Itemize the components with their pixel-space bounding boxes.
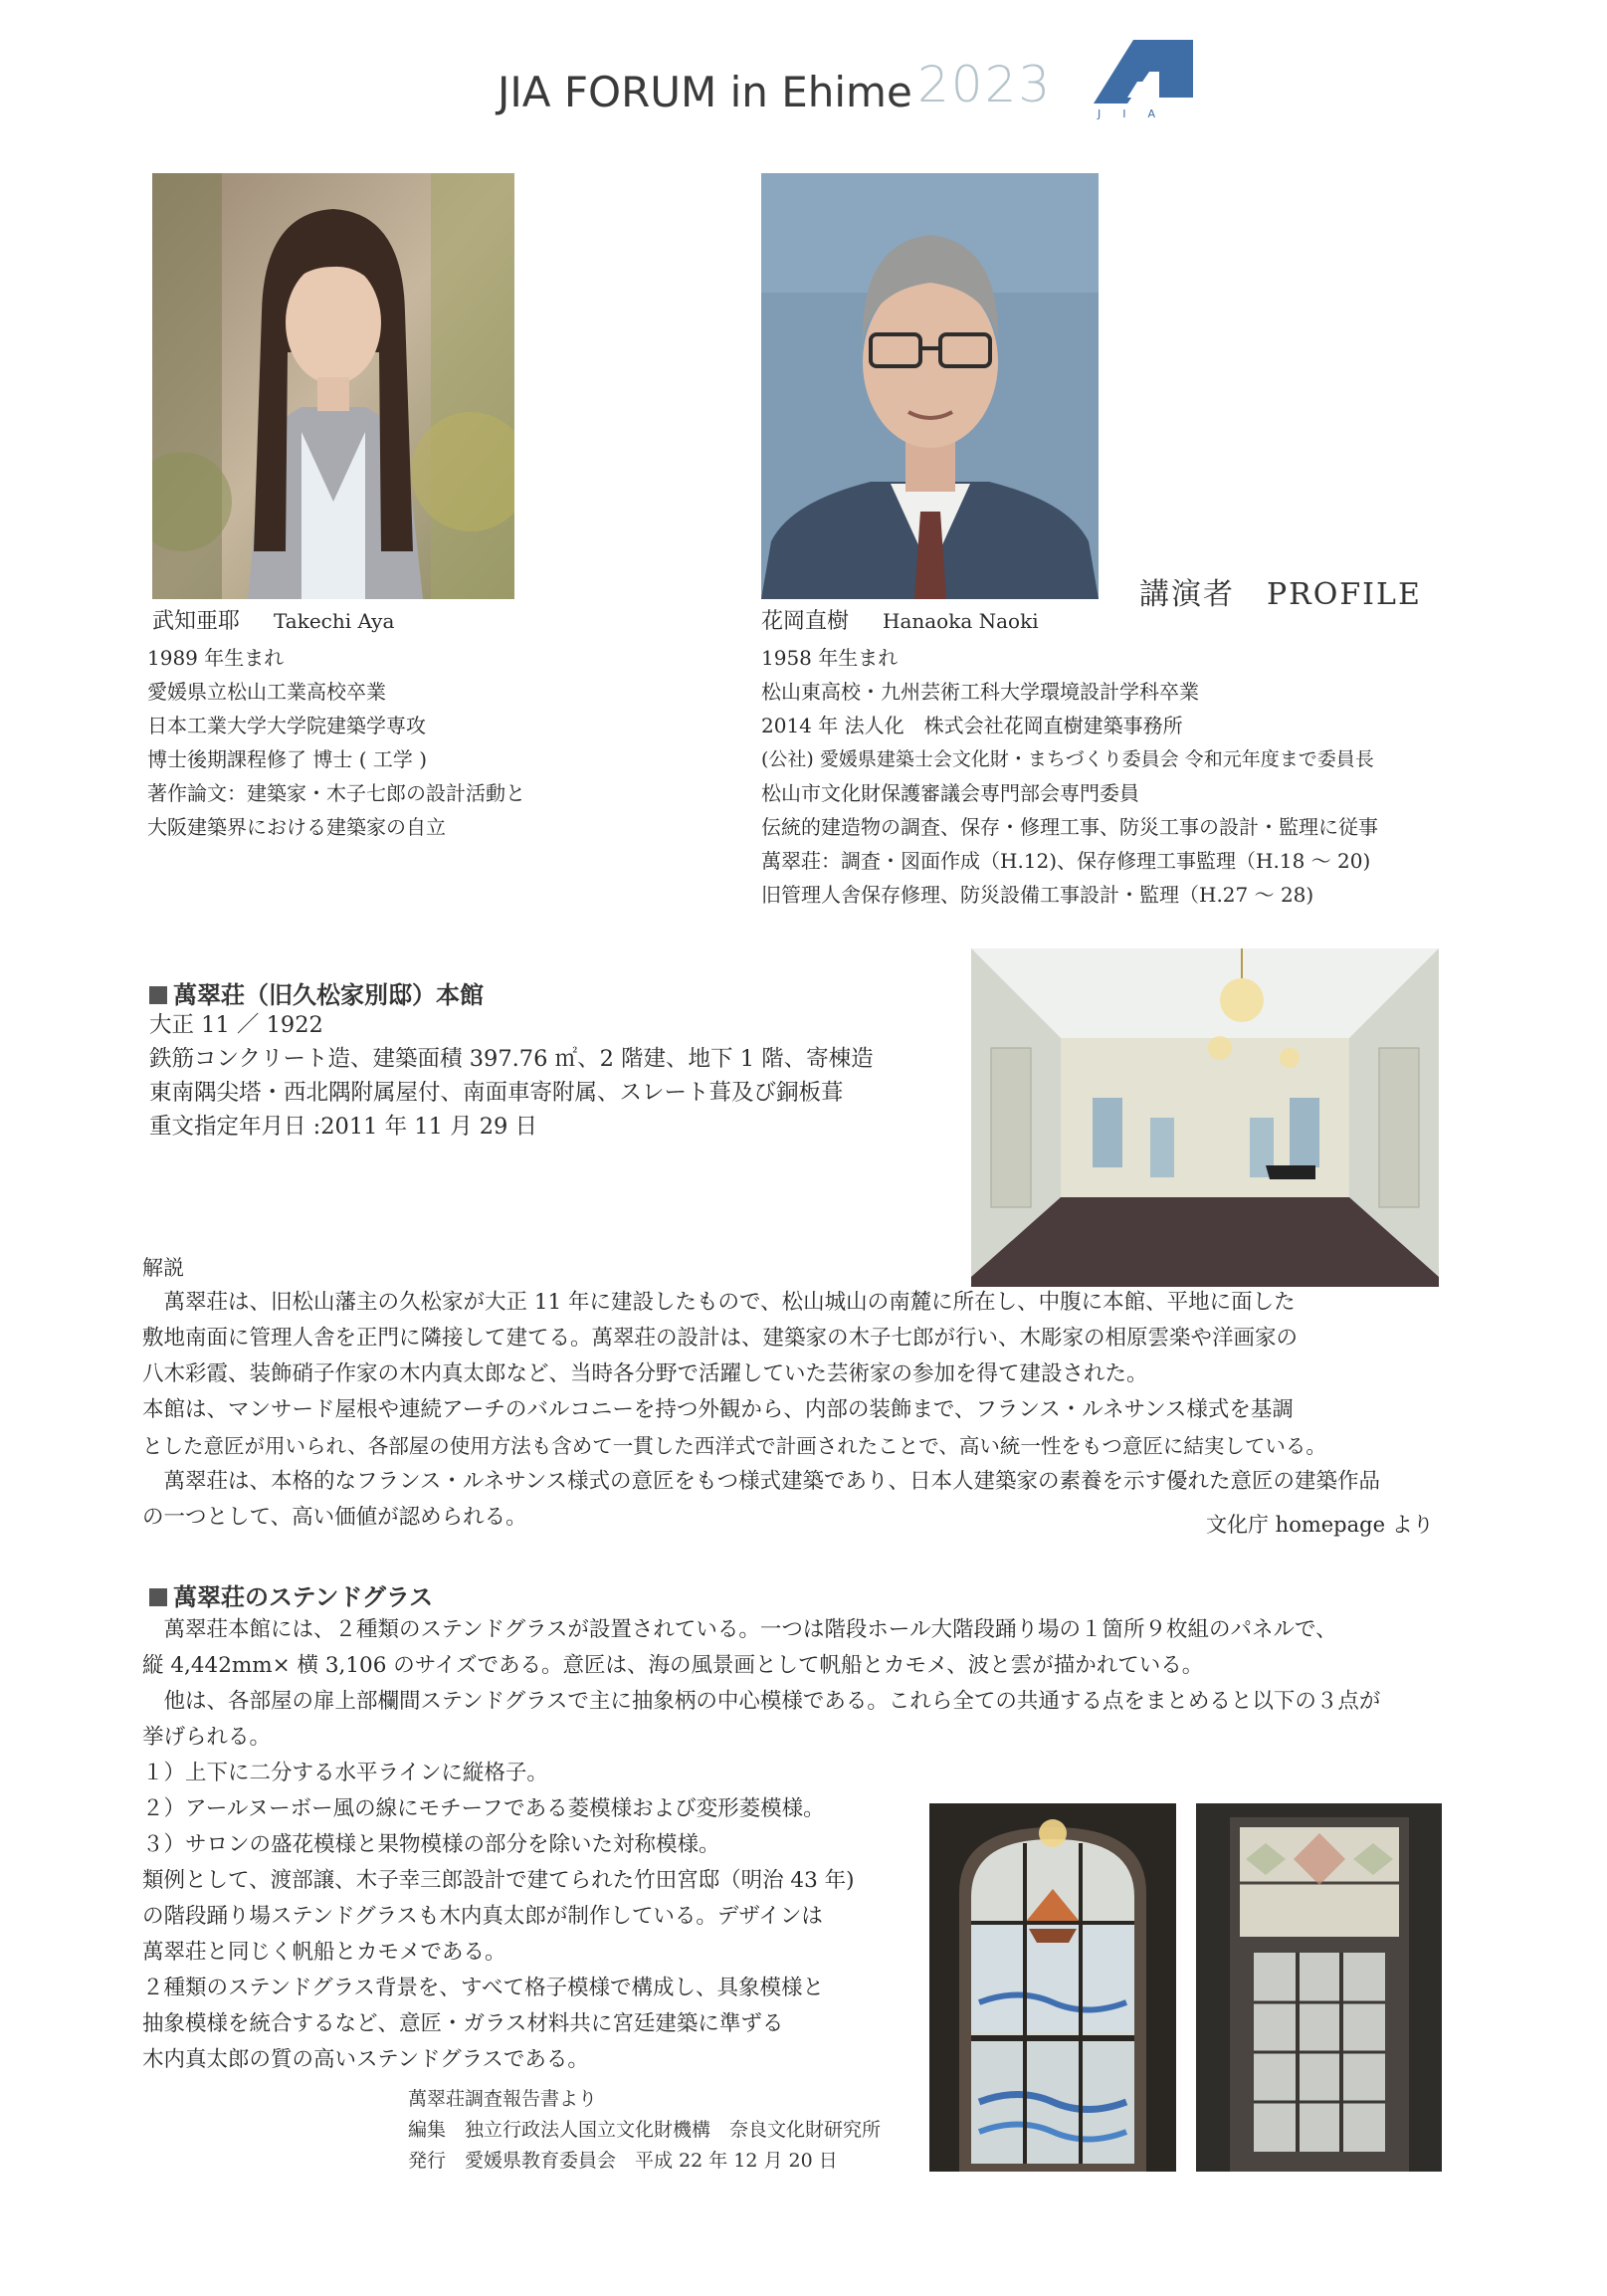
banshoso-hall-photo	[971, 948, 1439, 1287]
stained-glass-transom-photo	[1196, 1803, 1442, 2172]
speaker2-line: 2014 年 法人化 株式会社花岡直樹建築事務所	[761, 714, 1183, 737]
stained-glass-line: 類例として、渡部譲、木子幸三郎設計で建てられた竹田宮邸（明治 43 年)	[142, 1868, 855, 1893]
stained-glass-line: 抽象模様を統合するなど、意匠・ガラス材料共に宮廷建築に準ずる	[142, 2011, 784, 2036]
speaker2-birth: 1958 年生まれ	[761, 646, 899, 670]
stained-glass-line: 萬翠荘と同じく帆船とカモメである。	[142, 1940, 506, 1965]
commentary-line: 八木彩霞、装飾硝子作家の木内真太郎など、当時各分野で活躍していた芸術家の参加を得て建設された。	[142, 1361, 1148, 1386]
speaker2-line: 松山市文化財保護審議会専門部会専門委員	[761, 781, 1139, 805]
forum-title: JIA FORUM in Ehime	[498, 68, 912, 116]
speaker1-birth: 1989 年生まれ	[147, 646, 285, 670]
speaker1-line: 博士後期課程修了 博士 ( 工学 )	[147, 747, 428, 771]
speaker1-line: 大阪建築界における建築家の自立	[147, 815, 446, 839]
svg-text:JIA: JIA	[1098, 107, 1178, 119]
credit-line: 編集 独立行政法人国立文化財機構 奈良文化財研究所	[408, 2119, 882, 2141]
jia-logo	[1090, 36, 1199, 119]
speaker1-name	[152, 609, 394, 634]
speaker2-name	[761, 609, 1039, 634]
credit-line: 発行 愛媛県教育委員会 平成 22 年 12 月 20 日	[408, 2150, 838, 2172]
commentary-line: 敷地南面に管理人舎を正門に隣接して建てる。萬翠荘の設計は、建築家の木子七郎が行い、木彫家の相原雲楽や洋画家の	[142, 1326, 1299, 1351]
stained-glass-line: ２）アールヌーボー風の線にモチーフである菱模様および変形菱模様。	[142, 1796, 825, 1821]
stained-glass-section-title: 萬翠荘のステンドグラス	[149, 1577, 433, 1612]
stained-glass-line: １）上下に二分する水平ラインに縦格子。	[142, 1761, 548, 1785]
stained-glass-line: 挙げられる。	[142, 1725, 272, 1750]
takechi-portrait-photo	[152, 173, 514, 599]
commentary-source: 文化庁 homepage より	[1206, 1513, 1434, 1537]
stained-glass-ship-photo	[929, 1803, 1176, 2172]
speaker1-line: 著作論文：建築家・木子七郎の設計活動と	[147, 781, 525, 805]
stained-glass-line: 萬翠荘本館には、２種類のステンドグラスが設置されている。一つは階段ホール大階段踊り場の１箇所９枚組のパネルで、	[142, 1617, 1337, 1642]
credit-line: 萬翠荘調査報告書より	[408, 2088, 598, 2110]
building-spec-line: 鉄筋コンクリート造、建築面積 397.76 ㎡、2 階建、地下 1 階、寄棟造	[149, 1046, 874, 1072]
building-section-title: 萬翠荘（旧久松家別邸）本館	[149, 975, 484, 1010]
speaker2-name-jp: 花岡直樹	[761, 609, 850, 634]
speaker2-line: 伝統的建造物の調査、保存・修理工事、防災工事の設計・監理に従事	[761, 815, 1378, 839]
speaker1-line: 日本工業大学大学院建築学専攻	[147, 714, 426, 737]
speaker1-line: 愛媛県立松山工業高校卒業	[147, 680, 386, 704]
commentary-line: 萬翠荘は、旧松山藩主の久松家が大正 11 年に建設したもので、松山城山の南麓に所在し、中腹に本館、平地に面した	[142, 1290, 1296, 1315]
speaker2-line: 萬翠荘：調査・図面作成（H.12)、保存修理工事監理（H.18 ～ 20)	[761, 849, 1371, 873]
speaker2-line: 旧管理人舎保存修理、防災設備工事設計・監理（H.27 ～ 28)	[761, 883, 1314, 907]
speaker2-line: (公社) 愛媛県建築士会文化財・まちづくり委員会 令和元年度まで委員長	[761, 748, 1374, 770]
forum-year: 2023	[917, 56, 1053, 113]
stained-glass-line: ２種類のステンドグラス背景を、すべて格子模様で構成し、具象模様と	[142, 1976, 824, 2000]
speaker2-name-en: Hanaoka Naoki	[883, 609, 1039, 633]
profile-heading: 講演者 PROFILE	[1139, 577, 1422, 612]
commentary-line: 本館は、マンサード屋根や連続アーチのバルコニーを持つ外観から、内部の装飾まで、フランス・ルネサンス様式を基調	[142, 1397, 1294, 1422]
commentary-line: の一つとして、高い価値が認められる。	[142, 1505, 527, 1530]
stained-glass-line: 木内真太郎の質の高いステンドグラスである。	[142, 2047, 589, 2072]
stained-glass-line: 縦 4,442mm× 横 3,106 のサイズである。意匠は、海の風景画として帆船とカモメ、波と雲が描かれている。	[142, 1653, 1204, 1678]
speaker1-name-en: Takechi Aya	[274, 609, 395, 633]
stained-glass-line: の階段踊り場ステンドグラスも木内真太郎が制作している。デザインは	[142, 1904, 823, 1929]
building-spec-line: 重文指定年月日 :2011 年 11 月 29 日	[149, 1114, 538, 1140]
square-bullet-icon	[149, 986, 167, 1004]
building-spec-line: 大正 11 ／ 1922	[149, 1012, 323, 1038]
square-bullet-icon	[149, 1588, 167, 1606]
stained-glass-line: 他は、各部屋の扉上部欄間ステンドグラスで主に抽象柄の中心模様である。これら全ての共通する点をまとめると以下の３点が	[142, 1689, 1381, 1714]
commentary-line: とした意匠が用いられ、各部屋の使用方法も含めて一貫した西洋式で計画されたことで、高い統一性をもつ意匠に結実している。	[142, 1434, 1326, 1458]
speaker1-name-jp: 武知亜耶	[152, 609, 241, 634]
hanaoka-portrait-photo	[761, 173, 1099, 599]
commentary-label: 解説	[142, 1256, 184, 1280]
stained-glass-line: ３）サロンの盛花模様と果物模様の部分を除いた対称模様。	[142, 1832, 720, 1857]
speaker2-line: 松山東高校・九州芸術工科大学環境設計学科卒業	[761, 680, 1199, 704]
building-spec-line: 東南隅尖塔・西北隅附属屋付、南面車寄附属、スレート葺及び銅板葺	[149, 1080, 844, 1106]
commentary-line: 萬翠荘は、本格的なフランス・ルネサンス様式の意匠をもつ様式建築であり、日本人建築家の素養を示す優れた意匠の建築作品	[142, 1469, 1380, 1494]
